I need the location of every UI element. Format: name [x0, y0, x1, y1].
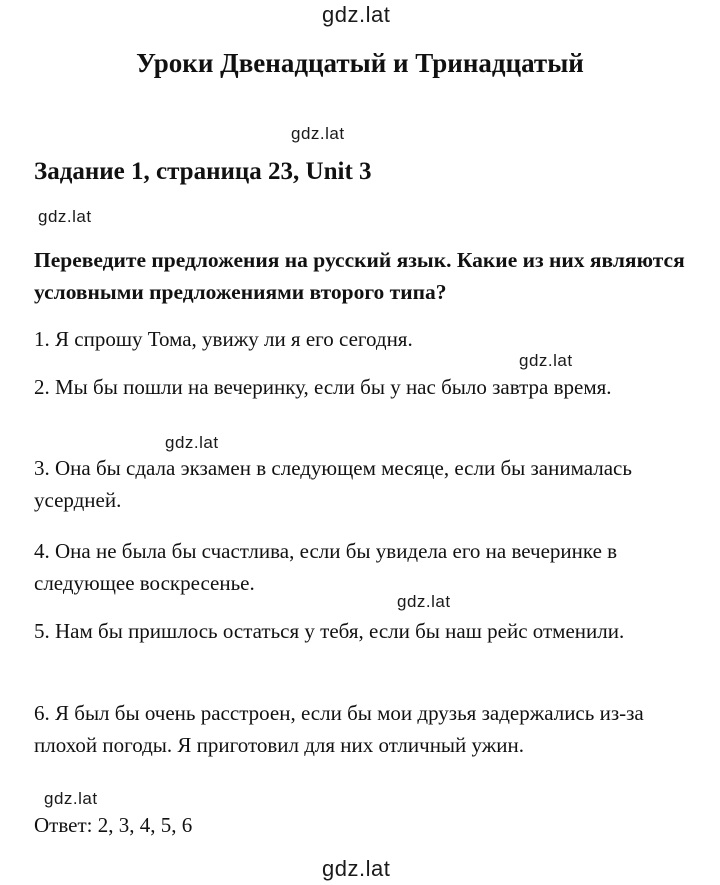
watermark: gdz.lat — [322, 2, 391, 27]
watermark: gdz.lat — [322, 856, 391, 881]
watermark: gdz.lat — [519, 351, 573, 370]
page-title: Уроки Двенадцатый и Тринадцатый — [136, 48, 584, 78]
watermark: gdz.lat — [291, 124, 345, 143]
answer-text: Ответ: 2, 3, 4, 5, 6 — [34, 813, 193, 837]
sentence-item: 4. Она не была бы счастлива, если бы увидела его на вечеринке в следующее воскресенье. — [34, 539, 618, 595]
task-instruction: Переведите предложения на русский язык. Какие из них являются условными предложениями второго типа? — [34, 248, 685, 304]
sentence-item: 3. Она бы сдала экзамен в следующем месяце, если бы занималась усердней. — [34, 456, 632, 512]
sentence-item: 6. Я был бы очень расстроен, если бы мои друзья задержались из-за плохой погоды. Я приготовил для них отличный ужин. — [34, 701, 644, 757]
watermark: gdz.lat — [44, 789, 98, 808]
sentence-item: 5. Нам бы пришлось остаться у тебя, если бы наш рейс отменили. — [34, 619, 625, 643]
sentence-item: 2. Мы бы пошли на вечеринку, если бы у нас было завтра время. — [34, 375, 612, 399]
sentence-item: 1. Я спрошу Тома, увижу ли я его сегодня. — [34, 327, 413, 351]
watermark: gdz.lat — [165, 433, 219, 452]
task-title: Задание 1, страница 23, Unit 3 — [34, 158, 372, 185]
watermark: gdz.lat — [397, 592, 451, 611]
watermark: gdz.lat — [38, 207, 92, 226]
